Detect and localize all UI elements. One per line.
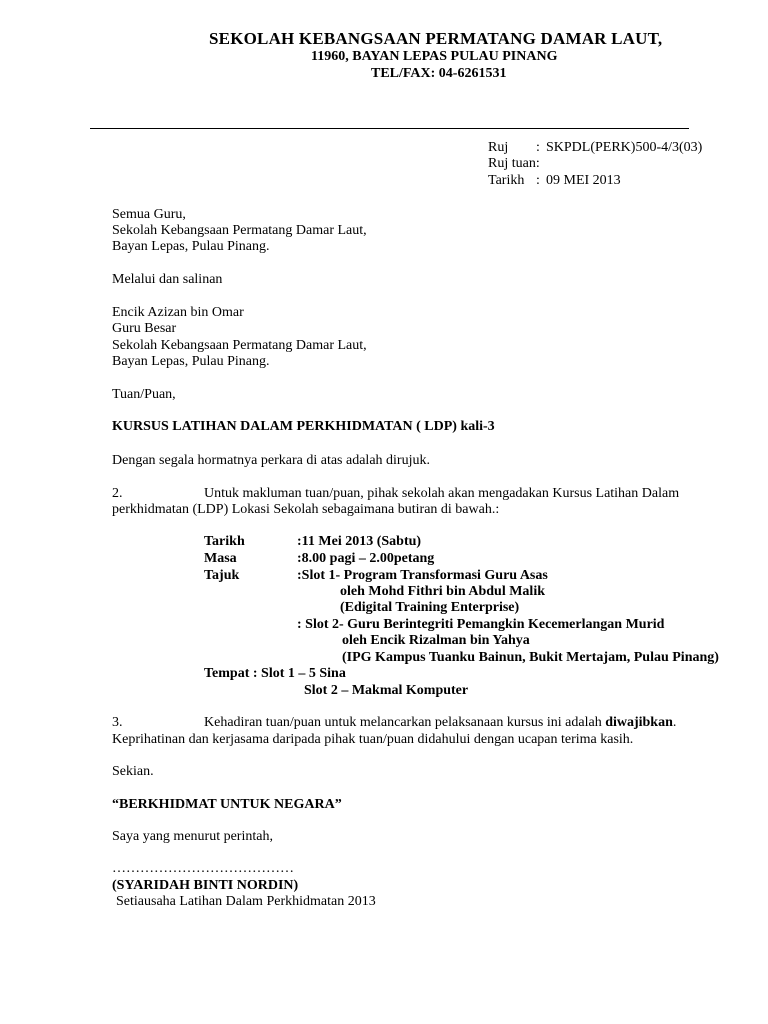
signer-title: Setiausaha Latihan Dalam Perkhidmatan 2013 (116, 894, 376, 909)
via-label: Melalui dan salinan (112, 272, 223, 287)
signoff-text: Saya yang menurut perintah, (112, 829, 273, 844)
slot-2-title: : Slot 2- Guru Berintegriti Pemangkin Kecemerlangan Murid (297, 617, 665, 632)
paragraph-3-period: . (672, 715, 677, 730)
copy-to-line: Guru Besar (112, 321, 177, 336)
slot-2-organization: (IPG Kampus Tuanku Bainun, Bukit Mertajam, Pulau Pinang) (342, 650, 719, 665)
slot-1-organization: (Edigital Training Enterprise) (340, 600, 520, 615)
paragraph-3-emphasis: diwajibkan (605, 715, 673, 730)
salutation: Tuan/Puan, (112, 387, 176, 402)
paragraph-3-text: Kehadiran tuan/puan untuk melancarkan pelaksanaan kursus ini adalah (204, 715, 606, 730)
details-tempat-line: Slot 2 – Makmal Komputer (304, 683, 469, 698)
ref-tarikh-sep: : (536, 173, 540, 188)
recipient-line: Bayan Lepas, Pulau Pinang. (112, 239, 270, 254)
paragraph-2-line: perkhidmatan (LDP) Lokasi Sekolah sebagaimana butiran di bawah.: (112, 502, 500, 517)
school-address: 11960, BAYAN LEPAS PULAU PINANG (311, 49, 558, 64)
closing-text: Sekian. (112, 764, 154, 779)
header-divider (90, 128, 689, 129)
copy-to-line: Bayan Lepas, Pulau Pinang. (112, 354, 270, 369)
details-masa-value: :8.00 pagi – 2.00petang (297, 551, 435, 566)
signer-name: (SYARIDAH BINTI NORDIN) (112, 878, 299, 893)
details-tarikh-label: Tarikh (204, 534, 245, 549)
details-masa-label: Masa (204, 551, 237, 566)
slot-1-speaker: oleh Mohd Fithri bin Abdul Malik (340, 584, 545, 599)
details-tarikh-value: :11 Mei 2013 (Sabtu) (297, 534, 422, 549)
school-telfax: TEL/FAX: 04-6261531 (371, 66, 507, 81)
recipient-line: Semua Guru, (112, 207, 186, 222)
paragraph-3-number: 3. (112, 715, 123, 730)
ref-ruj-value: SKPDL(PERK)500-4/3(03) (546, 140, 703, 155)
details-tempat-line: Tempat : Slot 1 – 5 Sina (204, 666, 346, 681)
subject-line: KURSUS LATIHAN DALAM PERKHIDMATAN ( LDP) kali-3 (112, 419, 495, 434)
paragraph-1: Dengan segala hormatnya perkara di atas adalah dirujuk. (112, 453, 430, 468)
copy-to-line: Encik Azizan bin Omar (112, 305, 244, 320)
copy-to-line: Sekolah Kebangsaan Permatang Damar Laut, (112, 338, 367, 353)
paragraph-3-line: Keprihatinan dan kerjasama daripada pihak tuan/puan didahului dengan ucapan terima kasih. (112, 732, 634, 747)
slot-2-speaker: oleh Encik Rizalman bin Yahya (342, 633, 530, 648)
ref-ruj-sep: : (536, 140, 540, 155)
ref-tarikh-value: 09 MEI 2013 (546, 173, 621, 188)
ref-ruj-label: Ruj (488, 140, 509, 155)
paragraph-3-line (204, 716, 676, 730)
slot-1-title: :Slot 1- Program Transformasi Guru Asas (297, 568, 548, 583)
recipient-line: Sekolah Kebangsaan Permatang Damar Laut, (112, 223, 367, 238)
paragraph-2-line: Untuk makluman tuan/puan, pihak sekolah akan mengadakan Kursus Latihan Dalam (204, 486, 680, 501)
school-name: SEKOLAH KEBANGSAAN PERMATANG DAMAR LAUT, (209, 29, 663, 48)
ref-tarikh-label: Tarikh (488, 173, 525, 188)
details-tajuk-label: Tajuk (204, 568, 240, 583)
ref-rujtuan-label: Ruj tuan: (488, 156, 540, 171)
motto: “BERKHIDMAT UNTUK NEGARA” (112, 797, 342, 812)
signature-line: ………………………………… (112, 861, 294, 876)
paragraph-2-number: 2. (112, 486, 123, 501)
